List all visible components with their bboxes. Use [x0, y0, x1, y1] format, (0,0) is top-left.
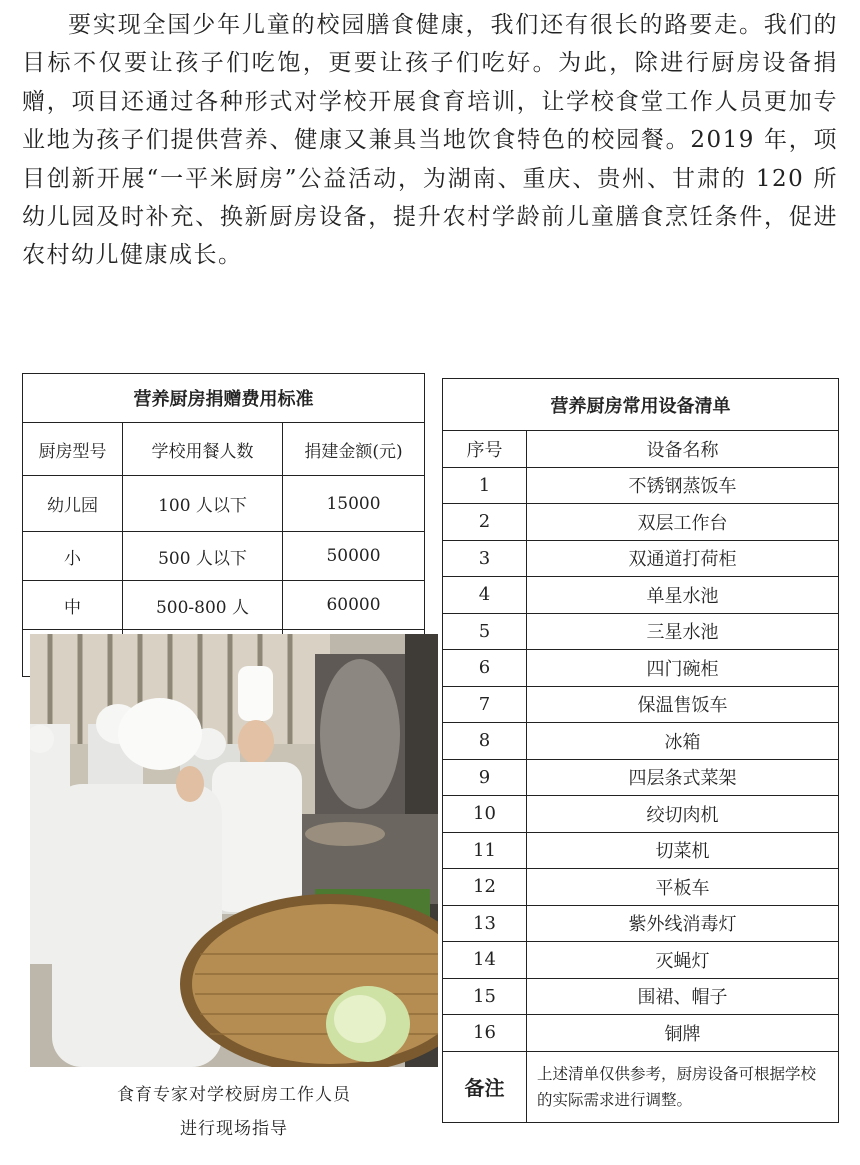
cost-cell: 60000 [283, 581, 425, 630]
equipment-name: 四门碗柜 [527, 650, 839, 687]
equipment-number: 11 [443, 832, 527, 869]
equipment-number: 1 [443, 467, 527, 504]
table-row [443, 1015, 839, 1052]
kitchen-training-photo [30, 634, 438, 1067]
table-row [443, 796, 839, 833]
cost-cell: 500 人以下 [123, 532, 283, 581]
equipment-name: 保温售饭车 [527, 686, 839, 723]
table-row [443, 686, 839, 723]
equipment-name: 平板车 [527, 869, 839, 906]
table-row [443, 504, 839, 541]
cost-cell: 500-800 人 [123, 581, 283, 630]
cost-cell: 小 [23, 532, 123, 581]
equipment-name: 单星水池 [527, 577, 839, 614]
table-row [443, 759, 839, 796]
equipment-name: 双通道打荷柜 [527, 540, 839, 577]
table-row [23, 532, 425, 581]
table-row [23, 476, 425, 532]
equipment-name: 不锈钢蒸饭车 [527, 467, 839, 504]
table-row [443, 613, 839, 650]
equipment-header-row [443, 431, 839, 468]
equipment-name: 紫外线消毒灯 [527, 905, 839, 942]
equipment-number: 7 [443, 686, 527, 723]
table-row [443, 467, 839, 504]
cost-cell: 幼儿园 [23, 476, 123, 532]
equipment-name: 绞切肉机 [527, 796, 839, 833]
table-row [443, 832, 839, 869]
table-row [443, 905, 839, 942]
table-row [443, 869, 839, 906]
equipment-list-table [442, 378, 839, 1123]
equipment-header-name: 设备名称 [527, 431, 839, 468]
equipment-name: 铜牌 [527, 1015, 839, 1052]
equipment-table-title: 营养厨房常用设备清单 [443, 379, 839, 431]
cost-cell: 50000 [283, 532, 425, 581]
equipment-header-number: 序号 [443, 431, 527, 468]
photo-caption [30, 1078, 438, 1146]
equipment-number: 9 [443, 759, 527, 796]
equipment-name: 双层工作台 [527, 504, 839, 541]
equipment-number: 4 [443, 577, 527, 614]
cost-cell: 15000 [283, 476, 425, 532]
cost-cell: 中 [23, 581, 123, 630]
photo-caption-line: 进行现场指导 [180, 1119, 288, 1139]
cost-cell: 100 人以下 [123, 476, 283, 532]
equipment-name: 切菜机 [527, 832, 839, 869]
equipment-number: 6 [443, 650, 527, 687]
table-row [443, 650, 839, 687]
equipment-number: 10 [443, 796, 527, 833]
cost-table-title: 营养厨房捐赠费用标准 [23, 374, 425, 423]
equipment-name: 冰箱 [527, 723, 839, 760]
equipment-number: 15 [443, 978, 527, 1015]
equipment-number: 3 [443, 540, 527, 577]
equipment-number: 2 [443, 504, 527, 541]
equipment-number: 5 [443, 613, 527, 650]
equipment-number: 8 [443, 723, 527, 760]
equipment-name: 三星水池 [527, 613, 839, 650]
intro-paragraph: 要实现全国少年儿童的校园膳食健康，我们还有很长的路要走。我们的目标不仅要让孩子们吃饱，更要让孩子们吃好。为此，除进行厨房设备捐赠，项目还通过各种形式对学校开展食育培训，让学校食堂工作人员更加专业地为孩子们提供营养、健康又兼具当地饮食特色的校园餐。2019 年，项目创新开展“一平米厨房”公益活动，为湖南、重庆、贵州、甘肃的 120 所幼儿园及时补充、换新厨房设备，提升农村学龄前儿童膳食烹饪条件，促进农村幼儿健康成长。 [22, 12, 838, 269]
cost-header-diners: 学校用餐人数 [123, 423, 283, 476]
photo-caption-line: 食育专家对学校厨房工作人员 [117, 1085, 351, 1105]
note-label: 备注 [443, 1051, 527, 1122]
table-row [23, 581, 425, 630]
donation-cost-table [22, 373, 425, 677]
table-row [443, 577, 839, 614]
table-row [443, 723, 839, 760]
cost-header-type: 厨房型号 [23, 423, 123, 476]
table-row [443, 978, 839, 1015]
equipment-number: 14 [443, 942, 527, 979]
cost-header-amount: 捐建金额(元) [283, 423, 425, 476]
equipment-name: 四层条式菜架 [527, 759, 839, 796]
equipment-number: 13 [443, 905, 527, 942]
equipment-name: 围裙、帽子 [527, 978, 839, 1015]
table-row [443, 942, 839, 979]
table-row [443, 540, 839, 577]
note-text: 上述清单仅供参考，厨房设备可根据学校的实际需求进行调整。 [527, 1051, 839, 1122]
equipment-number: 16 [443, 1015, 527, 1052]
equipment-number: 12 [443, 869, 527, 906]
equipment-name: 灭蝇灯 [527, 942, 839, 979]
